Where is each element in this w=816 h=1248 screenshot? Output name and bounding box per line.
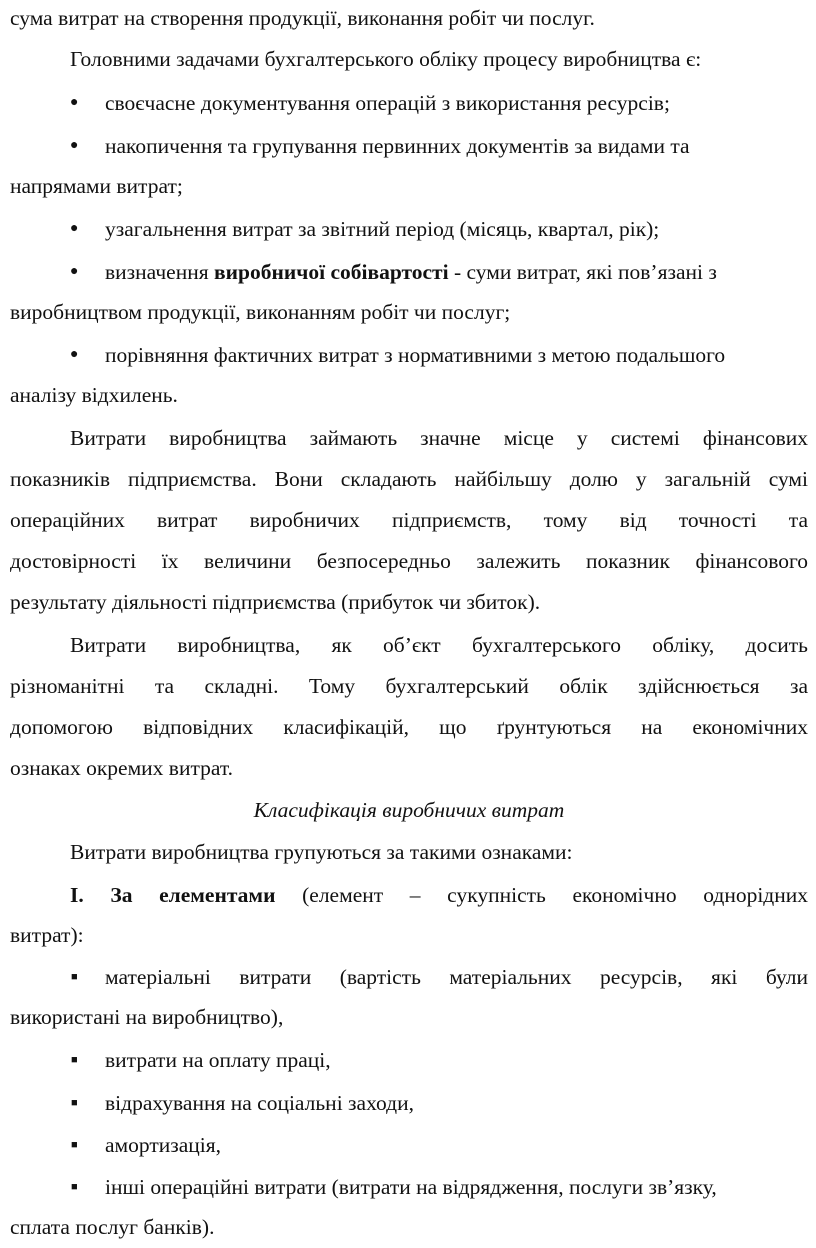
text-line: Витрати виробництва, як об’єкт бухгалтерського обліку, досить [70, 633, 808, 657]
text-line: використані на виробництво), [10, 1005, 284, 1029]
bullet-item: амортизація, [105, 1133, 222, 1157]
text-line: виробництвом продукції, виконанням робіт чи послуг; [10, 300, 511, 324]
square-bullet-marker: ■ [71, 1097, 78, 1109]
text-line: показників підприємства. Вони складають найбільшу долю у загальній сумі [10, 467, 808, 491]
bullet-item: порівняння фактичних витрат з нормативними з метою подальшого [105, 343, 726, 367]
text-line: результату діяльності підприємства (прибуток чи збиток). [10, 590, 541, 614]
square-bullet-marker: ■ [71, 1139, 78, 1151]
text-span: - суми витрат, які пов’язані з [448, 260, 717, 284]
square-bullet-marker: ■ [71, 1181, 78, 1193]
bullet-marker: ● [70, 264, 79, 279]
paragraph-intro: Головними задачами бухгалтерського обліку процесу виробництва є: [70, 47, 702, 71]
bullet-item: узагальнення витрат за звітний період (місяць, квартал, рік); [105, 217, 660, 241]
bullet-marker: ● [70, 221, 79, 236]
bullet-item: своєчасне документування операцій з використання ресурсів; [105, 91, 670, 115]
bullet-item: накопичення та групування первинних документів за видами та [105, 134, 690, 158]
text-line: Витрати виробництва займають значне місце у системі фінансових [70, 426, 808, 450]
text-line: різноманітні та складні. Тому бухгалтерський облік здійснюється за [10, 674, 808, 698]
bold-term: виробничої собівартості [213, 260, 449, 284]
text-line: допомогою відповідних класифікацій, що ґрунтуються на економічних [10, 715, 808, 739]
text-line: аналізу відхилень. [10, 383, 178, 407]
bullet-marker: ● [70, 138, 79, 153]
text-span: (елемент – сукупність економічно однорідних [275, 883, 808, 907]
text-line: достовірності їх величини безпосередньо залежить показник фінансового [10, 549, 808, 573]
bullet-item: матеріальні витрати (вартість матеріальних ресурсів, які були [105, 965, 808, 989]
text-line: витрат): [10, 923, 84, 947]
text-line: операційних витрат виробничих підприємств, тому від точності та [10, 508, 808, 532]
text-line: напрямами витрат; [10, 174, 183, 198]
bullet-marker: ● [70, 347, 79, 362]
bold-term: I. За елементами [70, 883, 276, 907]
section-heading: Класифікація виробничих витрат [253, 798, 565, 822]
text-line: ознаках окремих витрат. [10, 756, 234, 780]
square-bullet-marker: ■ [71, 1054, 78, 1066]
square-bullet-marker: ■ [71, 971, 78, 983]
bullet-item: інші операційні витрати (витрати на відрядження, послуги зв’язку, [105, 1175, 717, 1199]
text-span: визначення [105, 260, 209, 284]
text-line: Витрати виробництва групуються за такими ознаками: [70, 840, 573, 864]
bullet-marker: ● [70, 95, 79, 110]
text-line: сума витрат на створення продукції, виконання робіт чи послуг. [10, 6, 595, 30]
text-line [70, 880, 808, 910]
text-line: сплата послуг банків). [10, 1215, 215, 1239]
bullet-item: відрахування на соціальні заходи, [105, 1091, 414, 1115]
bullet-item [105, 257, 808, 287]
bullet-item: витрати на оплату праці, [105, 1048, 331, 1072]
